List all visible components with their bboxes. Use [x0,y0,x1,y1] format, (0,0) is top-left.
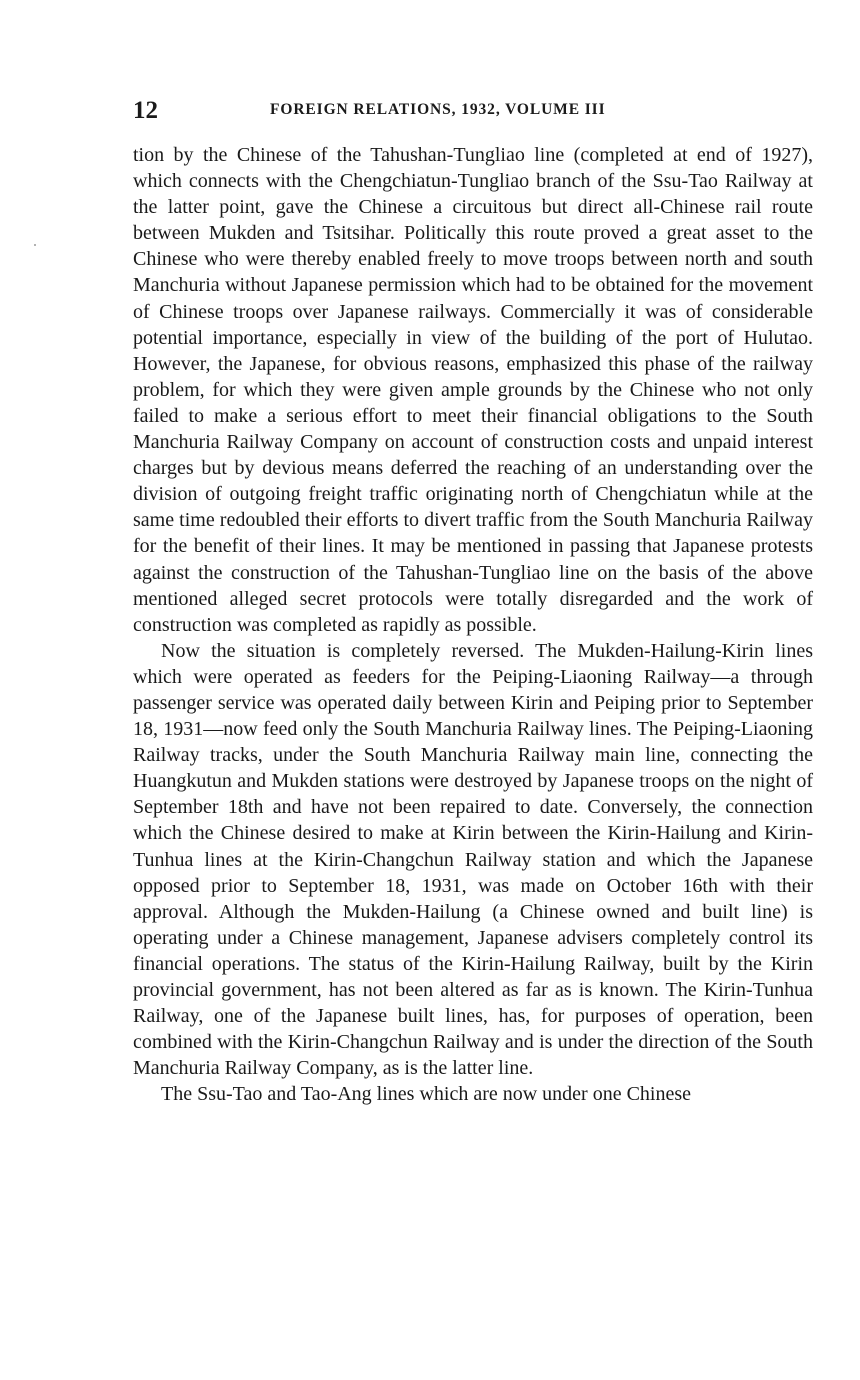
page-number: 12 [133,97,158,124]
running-head-title: FOREIGN RELATIONS, 1932, VOLUME III [270,101,606,118]
paragraph-continued: tion by the Chinese of the Tahushan-Tungliao line (completed at end of 1927), which connects with the Chengchiatun-Tungliao branch of the Ssu-Tao Railway at the latter point, gave the Chinese a circuitous but direct all-Chinese rail route between Mukden and Tsitsihar. Politically this route proved a great asset to the Chinese who were thereby enabled freely to move troops between north and south Manchuria without Japanese permission which had to be obtained for the movement of Chinese troops over Japanese railways. Commercially it was of considerable potential importance, especially in view of the building of the port of Hulutao. However, the Japanese, for obvious reasons, emphasized this phase of the railway problem, for which they were given ample grounds by the Chinese who not only failed to make a serious effort to meet their financial obligations to the South Manchuria Railway Company on account of construction costs and unpaid interest charges but by devious means deferred the reaching of an understanding over the division of outgoing freight traffic originating north of Chengchiatun while at the same time redoubled their efforts to divert traffic from the South Manchuria Railway for the benefit of their lines. It may be mentioned in passing that Japanese protests against the construction of the Tahushan-Tungliao line on the basis of the above mentioned alleged secret protocols were totally disregarded and the work of construction was completed as rapidly as possible. [133,144,813,636]
paragraph: Now the situation is completely reversed. The Mukden-Hailung-Kirin lines which were operated as feeders for the Peiping-Liaoning Railway—a through passenger service was operated daily between Kirin and Peiping prior to September 18, 1931—now feed only the South Manchuria Railway lines. The Peiping-Liaoning Railway tracks, under the South Manchuria Railway main line, connecting the Huangkutun and Mukden stations were destroyed by Japanese troops on the night of September 18th and have not been repaired to date. Conversely, the connection which the Chinese desired to make at Kirin between the Kirin-Hailung and Kirin-Tunhua lines at the Kirin-Changchun Railway station and which the Japanese opposed prior to September 18, 1931, was made on October 16th with their approval. Although the Mukden-Hailung (a Chinese owned and built line) is operating under a Chinese management, Japanese advisers completely control its financial operations. The status of the Kirin-Hailung Railway, built by the Kirin provincial government, has not been altered as far as is known. The Kirin-Tunhua Railway, one of the Japanese built lines, has, for purposes of operation, been combined with the Kirin-Changchun Railway and is under the direction of the South Manchuria Railway Company, as is the latter line. [133,639,813,1080]
paragraph-truncated: The Ssu-Tao and Tao-Ang lines which are now under one Chinese [161,1083,692,1106]
body-text [133,142,813,1107]
scan-speck [34,244,36,246]
